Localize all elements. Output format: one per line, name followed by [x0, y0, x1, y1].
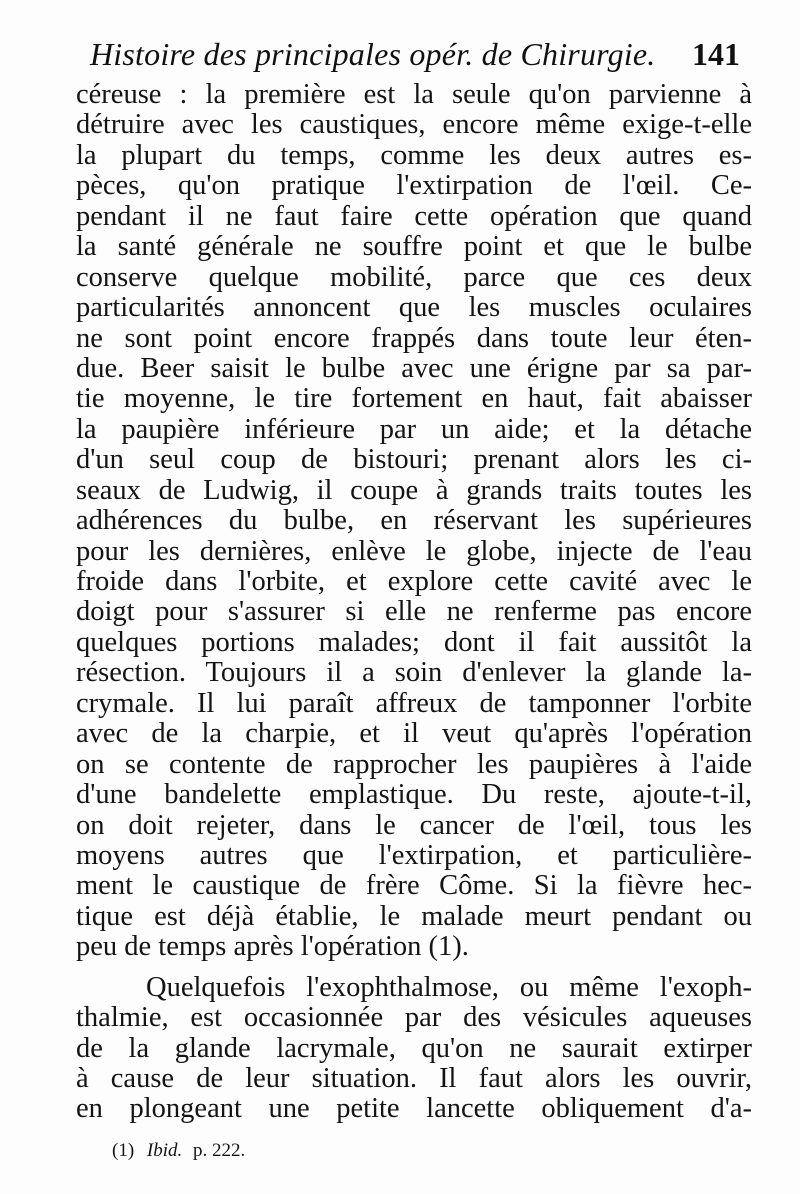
text-line: la paupière inférieure par un aide; et la détache — [76, 413, 752, 445]
text-line: céreuse : la première est la seule qu'on parvienne à — [76, 79, 752, 110]
footnote — [112, 1140, 245, 1162]
text-line: conserve quelque mobilité, parce que ces deux — [76, 261, 752, 293]
text-line: tie moyenne, le tire fortement en haut, fait abaisser — [76, 383, 752, 415]
text-line: quelques portions malades; dont il fait aussitôt la — [76, 626, 752, 658]
text-line: la santé générale ne souffre point et que le bulbe — [76, 231, 752, 263]
text-line: adhérences du bulbe, en réservant les supérieures — [76, 505, 752, 537]
text-line: la plupart du temps, comme les deux autres es- — [76, 139, 752, 171]
main-text-block — [76, 80, 752, 1125]
text-line: crymale. Il lui paraît affreux de tamponner l'orbite — [76, 687, 752, 719]
running-title: Histoire des principales opér. de Chirurgie. — [90, 36, 656, 72]
text-line: moyens autres que l'extirpation, et particulière- — [76, 839, 752, 871]
text-line: ment le caustique de frère Côme. Si la fièvre hec- — [76, 870, 752, 902]
footnote-source: Ibid. — [146, 1140, 183, 1161]
text-line: en plongeant une petite lancette obliquement d'a- — [76, 1093, 752, 1125]
paragraph-1 — [76, 80, 752, 963]
text-line: pèces, qu'on pratique l'extirpation de l'œil. Ce- — [76, 170, 752, 202]
text-line: résection. Toujours il a soin d'enlever la glande la- — [76, 657, 752, 689]
text-line: d'une bandelette emplastique. Du reste, ajoute-t-il, — [76, 779, 752, 811]
text-line: ne sont point encore frappés dans toute leur éten- — [76, 322, 752, 354]
text-line: on se contente de rapprocher les paupières à l'aide — [76, 748, 752, 780]
paragraph-2 — [76, 973, 752, 1125]
text-line: pendant il ne faut faire cette opération que quand — [76, 200, 752, 232]
footnote-page: p. 222. — [193, 1140, 246, 1161]
footnote-marker: (1) — [112, 1140, 135, 1161]
text-line: thalmie, est occasionnée par des vésicules aqueuses — [76, 1002, 752, 1034]
text-line: avec de la charpie, et il veut qu'après l'opération — [76, 718, 752, 750]
text-line: pour les dernières, enlève le globe, injecte de l'eau — [76, 535, 752, 567]
text-line: tique est déjà établie, le malade meurt pendant ou — [76, 900, 752, 932]
running-header — [90, 36, 740, 73]
text-line: d'un seul coup de bistouri; prenant alors les ci- — [76, 444, 752, 476]
text-line: due. Beer saisit le bulbe avec une érigne par sa par- — [76, 352, 752, 384]
text-line: froide dans l'orbite, et explore cette cavité avec le — [76, 566, 752, 597]
page-number: 141 — [692, 36, 740, 72]
text-line: à cause de leur situation. Il faut alors les ouvrir, — [76, 1063, 752, 1094]
text-line: seaux de Ludwig, il coupe à grands traits toutes les — [76, 474, 752, 506]
text-line: peu de temps après l'opération (1). — [76, 931, 469, 963]
text-line: particularités annoncent que les muscles oculaires — [76, 292, 752, 324]
text-line: détruire avec les caustiques, encore même exige-t-elle — [76, 109, 752, 141]
text-line: doigt pour s'assurer si elle ne renferme pas encore — [76, 596, 752, 628]
text-line: on doit rejeter, dans le cancer de l'œil, tous les — [76, 809, 752, 841]
text-line: de la glande lacrymale, qu'on ne saurait extirper — [76, 1032, 752, 1064]
text-line: Quelquefois l'exophthalmose, ou même l'exoph- — [146, 971, 752, 1003]
